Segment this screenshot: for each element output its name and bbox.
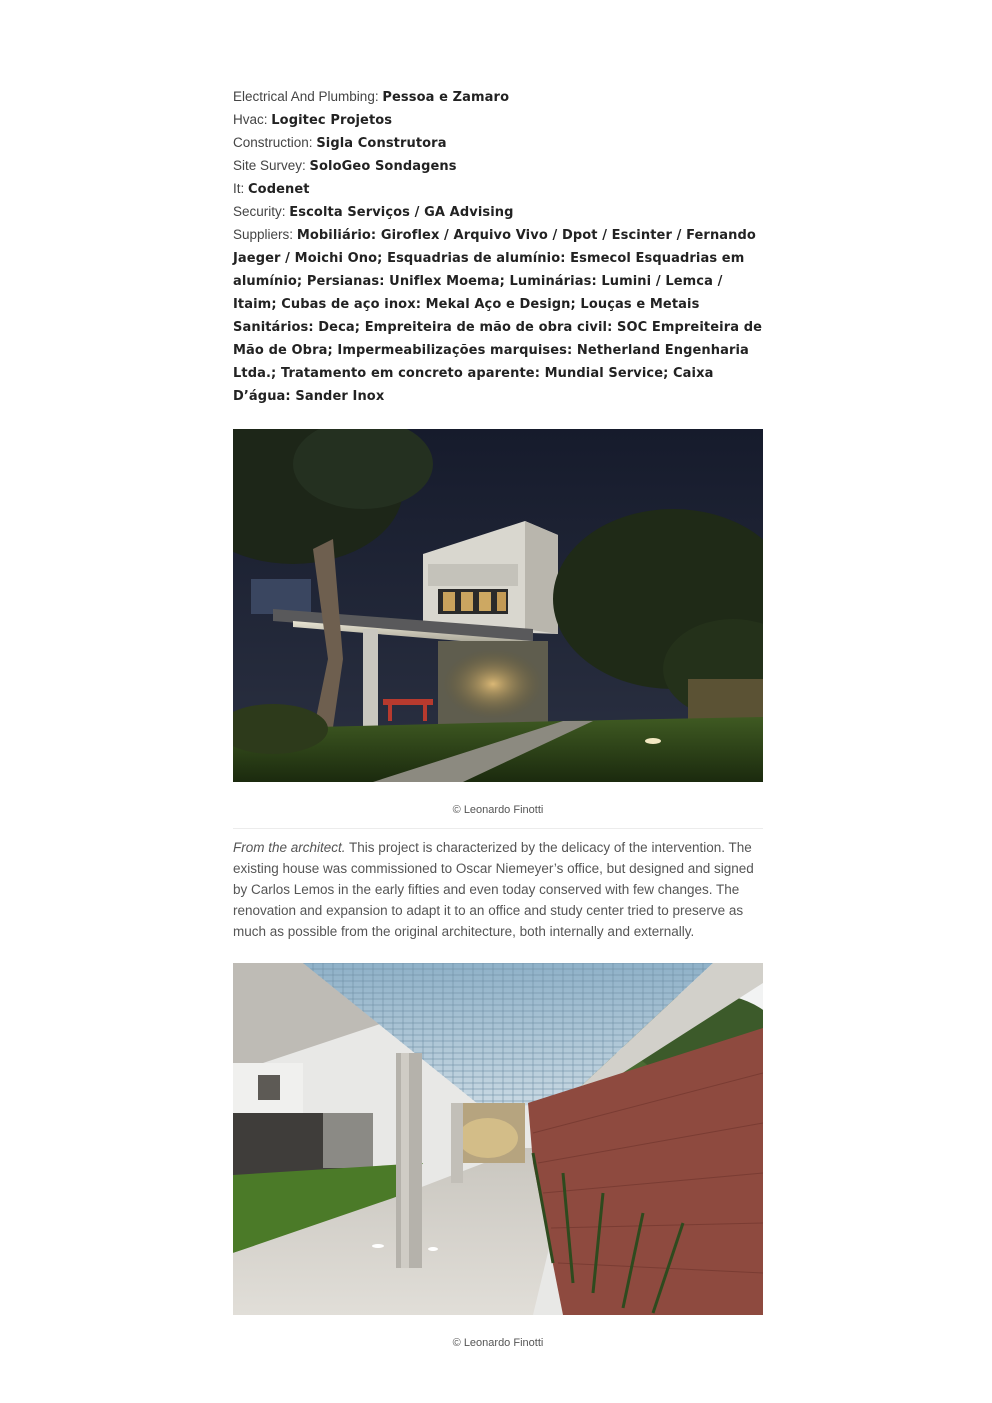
photo-caption: © Leonardo Finotti — [452, 804, 544, 816]
photo-night-exterior[interactable] — [233, 429, 763, 782]
credit-electrical: Electrical And Plumbing: Pessoa e Zamaro — [233, 89, 510, 105]
credit-hvac: Hvac: Logitec Projetos — [233, 112, 393, 128]
article-body — [233, 86, 767, 1349]
divider — [233, 828, 763, 829]
description-lead: From the architect. — [233, 840, 346, 855]
credit-site-survey: Site Survey: SoloGeo Sondagens — [233, 158, 457, 174]
project-credits — [233, 86, 767, 408]
architect-description — [233, 837, 767, 942]
photo-covered-walkway[interactable] — [233, 963, 763, 1315]
credit-suppliers: Suppliers: Mobiliário: Giroflex / Arquivo Vivo / Dpot / Escinter / Fernando Jaeger / Moichi Ono; Esquadrias de alumínio: Esmecol Esquadrias em alumínio; Persianas: Uniflex Moema; Luminárias: Lumini / Lemca / Itaim; Cubas de aço inox: Mekal Aço e Design; Louças e Metais Sanitários: Deca; Empreiteira de mão de obra civil: SOC Empreiteira de Mão de Obra; Impermeabilizações marquises: Netherland Engenharia Ltda.; Tratamento em concreto aparente: Mundial Service; Caixa D’água: Sander Inox — [233, 227, 763, 404]
description-text: This project is characterized by the delicacy of the intervention. The existing house was commissioned to Oscar Niemeyer’s office, but designed and signed by Carlos Lemos in the early fifties and even today conserved with few changes. The renovation and expansion to adapt it to an office and study center tried to preserve as much as possible from the original architecture, both internally and externally. — [233, 840, 754, 939]
credit-it: It: Codenet — [233, 181, 310, 197]
photo-caption: © Leonardo Finotti — [452, 1337, 544, 1349]
credit-security: Security: Escolta Serviços / GA Advising — [233, 204, 514, 220]
credit-construction: Construction: Sigla Construtora — [233, 135, 447, 151]
